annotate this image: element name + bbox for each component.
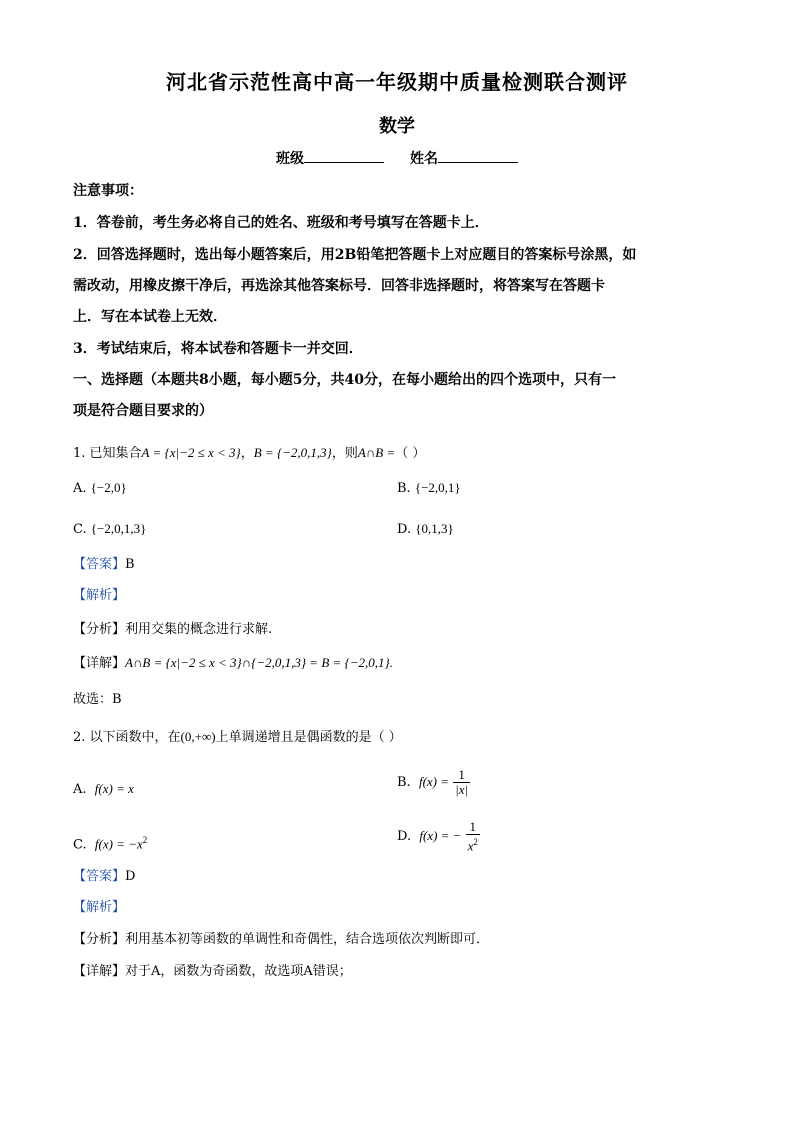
notice-item-1: 1．答卷前，考生务必将自己的姓名、班级和考号填写在答题卡上．: [73, 215, 489, 231]
question-2-stem: 2. 以下函数中，在(0,+∞)上单调递增且是偶函数的是（ ）: [73, 729, 402, 745]
q1-option-b: B. {−2,0,1}: [397, 480, 461, 496]
exam-subject: 数学: [379, 116, 415, 137]
q1-option-a: A. {−2,0}: [73, 480, 127, 496]
name-blank: [438, 148, 518, 163]
set-a: A = {x|−2 ≤ x < 3}: [141, 445, 241, 460]
intersection-expr: A∩B =: [357, 445, 396, 460]
q1-answer: 【答案】B: [73, 557, 135, 572]
question-1-stem: 1. 已知集合A = {x|−2 ≤ x < 3}，B = {−2,0,1,3}，则A∩B =（ ）: [73, 445, 426, 461]
q1-option-d: D. {0,1,3}: [397, 521, 454, 537]
section-heading-line-2: 项是符合题目要求的）: [73, 403, 213, 419]
section-heading-line-1: 一、选择题（本题共8小题，每小题5分，共40分，在每小题给出的四个选项中，只有一: [73, 372, 616, 388]
name-label: 姓名: [410, 151, 438, 167]
interval: (0,+∞): [180, 729, 216, 744]
q2-option-d: D. f(x) = − $\frac{1}{x^2}$: [397, 819, 478, 854]
notice-item-2-line-1: 2．回答选择题时，选出每小题答案后，用2B铅笔把答题卡上对应题目的答案标号涂黑，如: [73, 247, 637, 263]
q1-fenxi: 【分析】利用交集的概念进行求解.: [73, 622, 273, 637]
exam-title: 河北省示范性高中高一年级期中质量检测联合测评: [166, 70, 628, 94]
q1-xiangjie: 【详解】A∩B = {x|−2 ≤ x < 3}∩{−2,0,1,3} = B = {−2,0,1}.: [73, 655, 393, 671]
q2-xiangjie: 【详解】对于A，函数为奇函数，故选项A错误；: [73, 964, 352, 979]
student-info-row: [0, 148, 794, 168]
set-b: B = {−2,0,1,3}: [253, 445, 332, 460]
notice-heading: 注意事项：: [73, 183, 143, 199]
q1-select: 故选：B: [73, 692, 122, 707]
class-blank: [304, 148, 384, 163]
notice-item-2-line-3: 上．写在本试卷上无效．: [73, 309, 227, 325]
q2-answer: 【答案】D: [73, 869, 136, 884]
q2-option-c: C. $f(x) = -x^2$: [73, 835, 148, 853]
q1-option-c: C. {−2,0,1,3}: [73, 521, 147, 537]
q2-option-b: B. f(x) = $\frac{1}{|x|}$: [397, 767, 469, 797]
class-label: 班级: [276, 151, 304, 167]
q2-fenxi: 【分析】利用基本初等函数的单调性和奇偶性，结合选项依次判断即可．: [73, 932, 490, 947]
notice-item-2-line-2: 需改动，用橡皮擦干净后，再选涂其他答案标号．回答非选择题时，将答案写在答题卡: [73, 278, 605, 294]
notice-item-3: 3．考试结束后，将本试卷和答题卡一并交回．: [73, 341, 363, 357]
q1-analysis-tag: 【解析】: [73, 588, 126, 603]
q2-option-a: A. f(x) = x: [73, 781, 134, 797]
q2-analysis-tag: 【解析】: [73, 900, 126, 915]
